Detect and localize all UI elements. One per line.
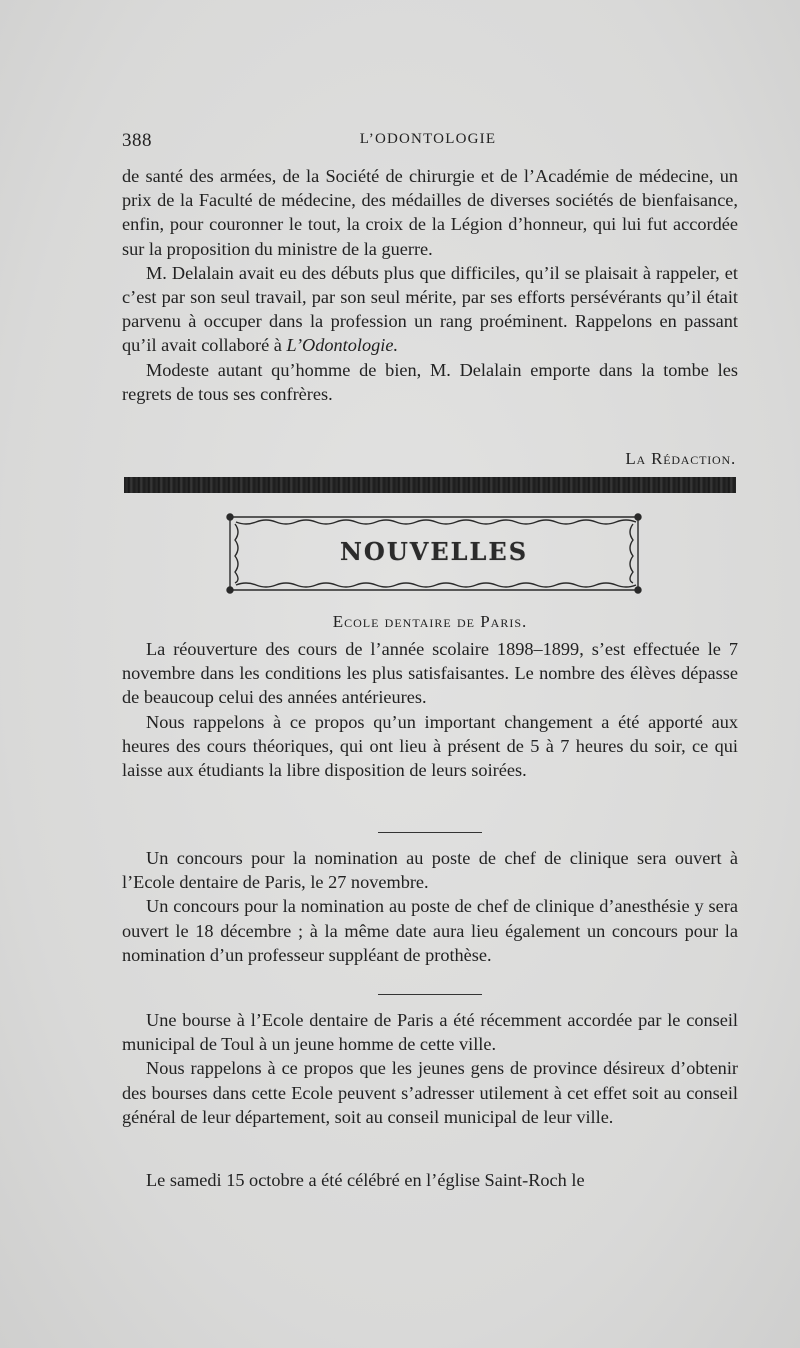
journal-title: L’Odontologie. (286, 335, 399, 356)
news-item-bourse (122, 1008, 738, 1129)
paragraph (122, 261, 738, 358)
section-divider (124, 477, 736, 493)
paragraph: Modeste autant qu’homme de bien, M. Delalain emporte dans la tombe les regrets de tous ses confrères. (122, 359, 738, 404)
news-item-concours (122, 846, 738, 967)
nouvelles-banner (226, 508, 642, 596)
paragraph: Une bourse à l’Ecole dentaire de Paris a été récemment accordée par le conseil municipal de Toul à un jeune homme de cette ville. (122, 1010, 738, 1055)
paragraph-text: M. Delalain avait eu des débuts plus que difficiles, qu’il se plaisait à rappeler, et c’est par son seul travail, par son seul mérite, par ses efforts persévérants qu’il était parvenu à occuper dans la profession un rang proéminent. Rappelons en passant qu’il avait collaboré à (122, 262, 738, 356)
paragraph: Un concours pour la nomination au poste de chef de clinique d’anesthésie y sera ouvert le 18 décembre ; à la même date aura lieu également un concours pour la nomination d’un professeur suppléant de prothèse. (122, 896, 738, 965)
page-number: 388 (122, 130, 152, 151)
separator-rule (378, 994, 482, 995)
paragraph: Nous rappelons à ce propos qu’un important changement a été apporté aux heures des cours théoriques, qui ont lieu à présent de 5 à 7 heures du soir, ce qui laisse aux étudiants la libre disposition de leurs soirées. (122, 711, 738, 781)
paragraph: Le samedi 15 octobre a été célébré en l’église Saint-Roch le (146, 1170, 585, 1190)
paragraph: de santé des armées, de la Société de chirurgie et de l’Académie de médecine, un prix de la Faculté de médecine, des médailles de diverses sociétés de bienfaisance, enfin, pour couronner le tout, la croix de la Légion d’honneur, qui lui fut accordée sur la proposition du ministre de la guerre. (122, 166, 738, 259)
nouvelles-heading: NOUVELLES (339, 537, 529, 566)
paragraph: Nous rappelons à ce propos que les jeunes gens de province désireux d’obtenir des bourses dans cette Ecole peuvent s’adresser utilement à cet effet soit au conseil général de leur département, soit au conseil municipal de leur ville. (122, 1058, 738, 1127)
section-title: Ecole dentaire de Paris. (332, 612, 528, 631)
separator-rule (378, 832, 482, 833)
paragraph: Un concours pour la nomination au poste de chef de clinique sera ouvert à l’Ecole dentaire de Paris, le 27 novembre. (122, 848, 738, 893)
page-header (122, 130, 734, 154)
news-item-reouverture (122, 637, 738, 782)
paragraph: La réouverture des cours de l’année scolaire 1898–1899, s’est effectuée le 7 novembre dans les conditions les plus satisfaisantes. Le nombre des élèves dépasse de beaucoup celui des années antérieures. (122, 639, 738, 708)
obituary-continuation (122, 164, 738, 406)
running-title: L’ODONTOLOGIE (359, 131, 497, 147)
signature: La Rédaction. (625, 449, 736, 468)
news-item-saint-roch (122, 1168, 738, 1192)
